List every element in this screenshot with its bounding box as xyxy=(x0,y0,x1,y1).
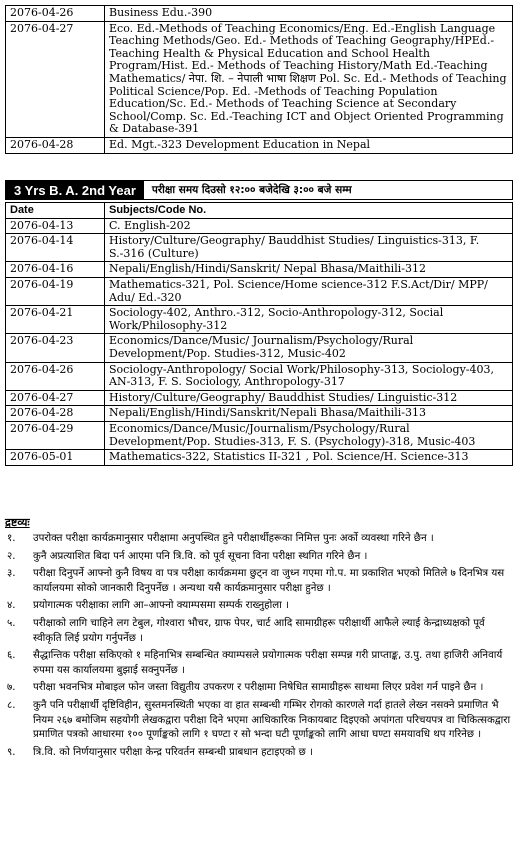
date-cell: 2076-04-28 xyxy=(6,406,105,422)
date-cell: 2076-04-14 xyxy=(6,234,105,262)
note-item xyxy=(5,617,513,646)
subject-cell: Mathematics-321, Pol. Science/Home science-312 F.S.Act/Dir/ MPP/ Adu/ Ed.-320 xyxy=(105,277,513,305)
subject-column-header: Subjects/Code No. xyxy=(105,203,513,219)
note-text: त्रि.वि. को निर्णयानुसार परीक्षा केन्द्र परिवर्तन सम्बन्धी प्राबधान हटाइएको छ । xyxy=(33,746,313,758)
note-number: ३. xyxy=(7,568,16,580)
date-cell: 2076-04-28 xyxy=(6,137,105,153)
subject-cell: Sociology-402, Anthro.-312, Socio-Anthropology-312, Social Work/Philosophy-312 xyxy=(105,306,513,334)
note-text: सैद्धान्तिक परीक्षा सकिएको १ महिनाभित्र सम्बन्धित क्याम्पसले प्रयोगात्मक परीक्षा सम्पन्न गरी प्राप्ताङ्क, उ.पु. तथा हाजिरी अनिवार्य रुपमा यस कार्यालयमा बुझाई सक्नुपर्नेछ । xyxy=(33,650,503,676)
date-cell: 2076-04-26 xyxy=(6,6,105,22)
table-header-row xyxy=(6,203,513,219)
subject-cell: Sociology-Anthropology/ Social Work/Philosophy-313, Sociology-403, AN-313, F. S. Sociology, Anthropology-317 xyxy=(105,362,513,390)
subject-cell: Nepali/English/Hindi/Sanskrit/Nepali Bhasa/Maithili-313 xyxy=(105,406,513,422)
subject-cell: Ed. Mgt.-323 Development Education in Nepal xyxy=(105,137,513,153)
note-text: परीक्षा दिनुपर्ने आफ्नो कुनै विषय वा पत्र परीक्षा कार्यक्रममा छुट्न वा जुध्न गएमा गो.प. मा प्रकाशित भएको मितिले ७ दिनभित्र यस कार्यालयमा सोको जानकारी दिनुपर्नेछ । अन्यथा यसै कार्यक्रमानुसार परीक्षा हुनेछ । xyxy=(33,568,505,594)
note-number: ५. xyxy=(7,617,16,629)
note-text: परीक्षाको लागि चाहिने लग टेबुल, गोश्वारा भौचर, ग्राफ पेपर, चार्ट आदि सामाग्रीहरू परीक्षार्थी आफैले ल्याई केन्द्राध्यक्षको पूर्व स्वीकृति लिई प्रयोग गर्नुपर्नेछ । xyxy=(33,617,485,644)
date-cell: 2076-04-29 xyxy=(6,421,105,449)
table-row xyxy=(6,450,513,466)
date-cell: 2076-04-19 xyxy=(6,277,105,305)
table-row xyxy=(6,218,513,234)
note-number: ६. xyxy=(7,650,16,662)
note-item xyxy=(5,599,513,614)
table-row xyxy=(6,390,513,406)
note-item xyxy=(5,532,513,547)
table-row xyxy=(6,262,513,278)
note-text: कुनै पनि परीक्षार्थी दृष्टिविहीन, सुस्तमनस्थिती भएका वा हात सम्बन्धी गम्भिर रोगको कारणले गर्दा हातले लेख्न नसक्ने प्रमाणित भै नियम २६७ बमोजिम सहयोगी लेखकद्वारा परीक्षा दिने भएमा आधिकारिक निकायबाट दिइएको अपांगता परिचयपत्र वा चिकित्सकद्वारा प्रमाणित पत्रको आधारमा १०० पूर्णाङ्कको लागि १ घण्टा र सो भन्दा घटी पूर्णाङ्कको लागि आधा घण्टा समयावधि थप गरिनेछ । xyxy=(33,699,511,741)
table-row xyxy=(6,6,513,22)
date-column-header: Date xyxy=(6,203,105,219)
table-row xyxy=(6,21,513,137)
subject-cell: Economics/Dance/Music/ Journalism/Psychology/Rural Development/Pop. Studies-312, Music-402 xyxy=(105,334,513,362)
subject-cell: History/Culture/Geography/ Bauddhist Studies/ Linguistics-313, F. S.-316 (Culture) xyxy=(105,234,513,262)
table-row xyxy=(6,306,513,334)
notes-section xyxy=(5,515,513,763)
note-number: ४. xyxy=(7,600,16,612)
date-cell: 2076-04-27 xyxy=(6,21,105,137)
note-number: १. xyxy=(7,533,16,544)
subject-cell: Eco. Ed.-Methods of Teaching Economics/Eng. Ed.-English Language Teaching Methods/Geo. Ed.- Methods of Teaching Geography/HPEd.- Teaching Health & Physical Education and School Health Program/Hist. Ed.- Methods of Teaching History/Math Ed.-Teaching Mathematics/ नेपा. शि. – नेपाली भाषा शिक्षण Pol. Sc. Ed.- Methods of Teaching Political Science/Pop. Ed. -Methods of Teaching Population Education/Sc. Ed.- Methods of Teaching Science at Secondary School/Comp. Sc. Ed.-Teaching ICT and Object Oriented Programming & Database-391 xyxy=(105,21,513,137)
table-row xyxy=(6,277,513,305)
date-cell: 2076-04-16 xyxy=(6,262,105,278)
table-row xyxy=(6,406,513,422)
second-year-schedule-table xyxy=(5,202,513,466)
exam-time-note: परीक्षा समय दिउसो १२:०० बजेदेखि ३:०० बजे सम्म xyxy=(151,184,352,196)
table-row xyxy=(6,334,513,362)
note-text: कुनै अप्रत्याशित बिदा पर्न आएमा पनि त्रि.वि. को पूर्व सूचना विना परीक्षा स्थगित गरिने छैन । xyxy=(33,550,368,562)
date-cell: 2076-04-21 xyxy=(6,306,105,334)
note-item xyxy=(5,699,513,743)
date-cell: 2076-04-27 xyxy=(6,390,105,406)
date-cell: 2076-04-13 xyxy=(6,218,105,234)
date-cell: 2076-04-23 xyxy=(6,334,105,362)
notes-heading: द्रष्टव्यः xyxy=(5,516,30,529)
note-text: प्रयोगात्मक परीक्षाका लागि आ–आफ्नो क्याम्पसमा सम्पर्क राख्नुहोला । xyxy=(33,600,289,612)
table-row xyxy=(6,137,513,153)
note-item xyxy=(5,649,513,678)
subject-cell: Economics/Dance/Music/Journalism/Psychology/Rural Development/Pop. Studies-313, F. S. (Psychology)-318, Music-403 xyxy=(105,421,513,449)
table-row xyxy=(6,362,513,390)
table-row xyxy=(6,421,513,449)
note-text: परीक्षा भवनभित्र मोबाइल फोन जस्ता विद्युतीय उपकरण र परीक्षामा निषेधित सामाग्रीहरू साथमा लिएर प्रवेश गर्न पाइने छैन । xyxy=(33,682,484,694)
note-item xyxy=(5,550,513,565)
note-item xyxy=(5,746,513,761)
section-title: 3 Yrs B. A. 2nd Year xyxy=(6,181,144,199)
note-item xyxy=(5,681,513,696)
note-number: ८. xyxy=(7,699,16,711)
note-item xyxy=(5,567,513,596)
subject-cell: C. English-202 xyxy=(105,218,513,234)
subject-cell: History/Culture/Geography/ Bauddhist Studies/ Linguistic-312 xyxy=(105,390,513,406)
note-number: २. xyxy=(7,550,16,562)
subject-cell: Business Edu.-390 xyxy=(105,6,513,22)
note-number: ९. xyxy=(7,746,16,758)
subject-cell: Nepali/English/Hindi/Sanskrit/ Nepal Bhasa/Maithili-312 xyxy=(105,262,513,278)
subject-cell: Mathematics-322, Statistics II-321 , Pol. Science/H. Science-313 xyxy=(105,450,513,466)
table-row xyxy=(6,234,513,262)
date-cell: 2076-05-01 xyxy=(6,450,105,466)
note-number: ७. xyxy=(7,682,16,694)
first-schedule-table xyxy=(5,5,513,154)
date-cell: 2076-04-26 xyxy=(6,362,105,390)
note-text: उपरोक्त परीक्षा कार्यक्रमानुसार परीक्षामा अनुपस्थित हुने परीक्षार्थीहरूका निमित्त पुनः अर्को व्यवस्था गरिने छैन । xyxy=(33,533,434,544)
section-header xyxy=(5,180,513,200)
